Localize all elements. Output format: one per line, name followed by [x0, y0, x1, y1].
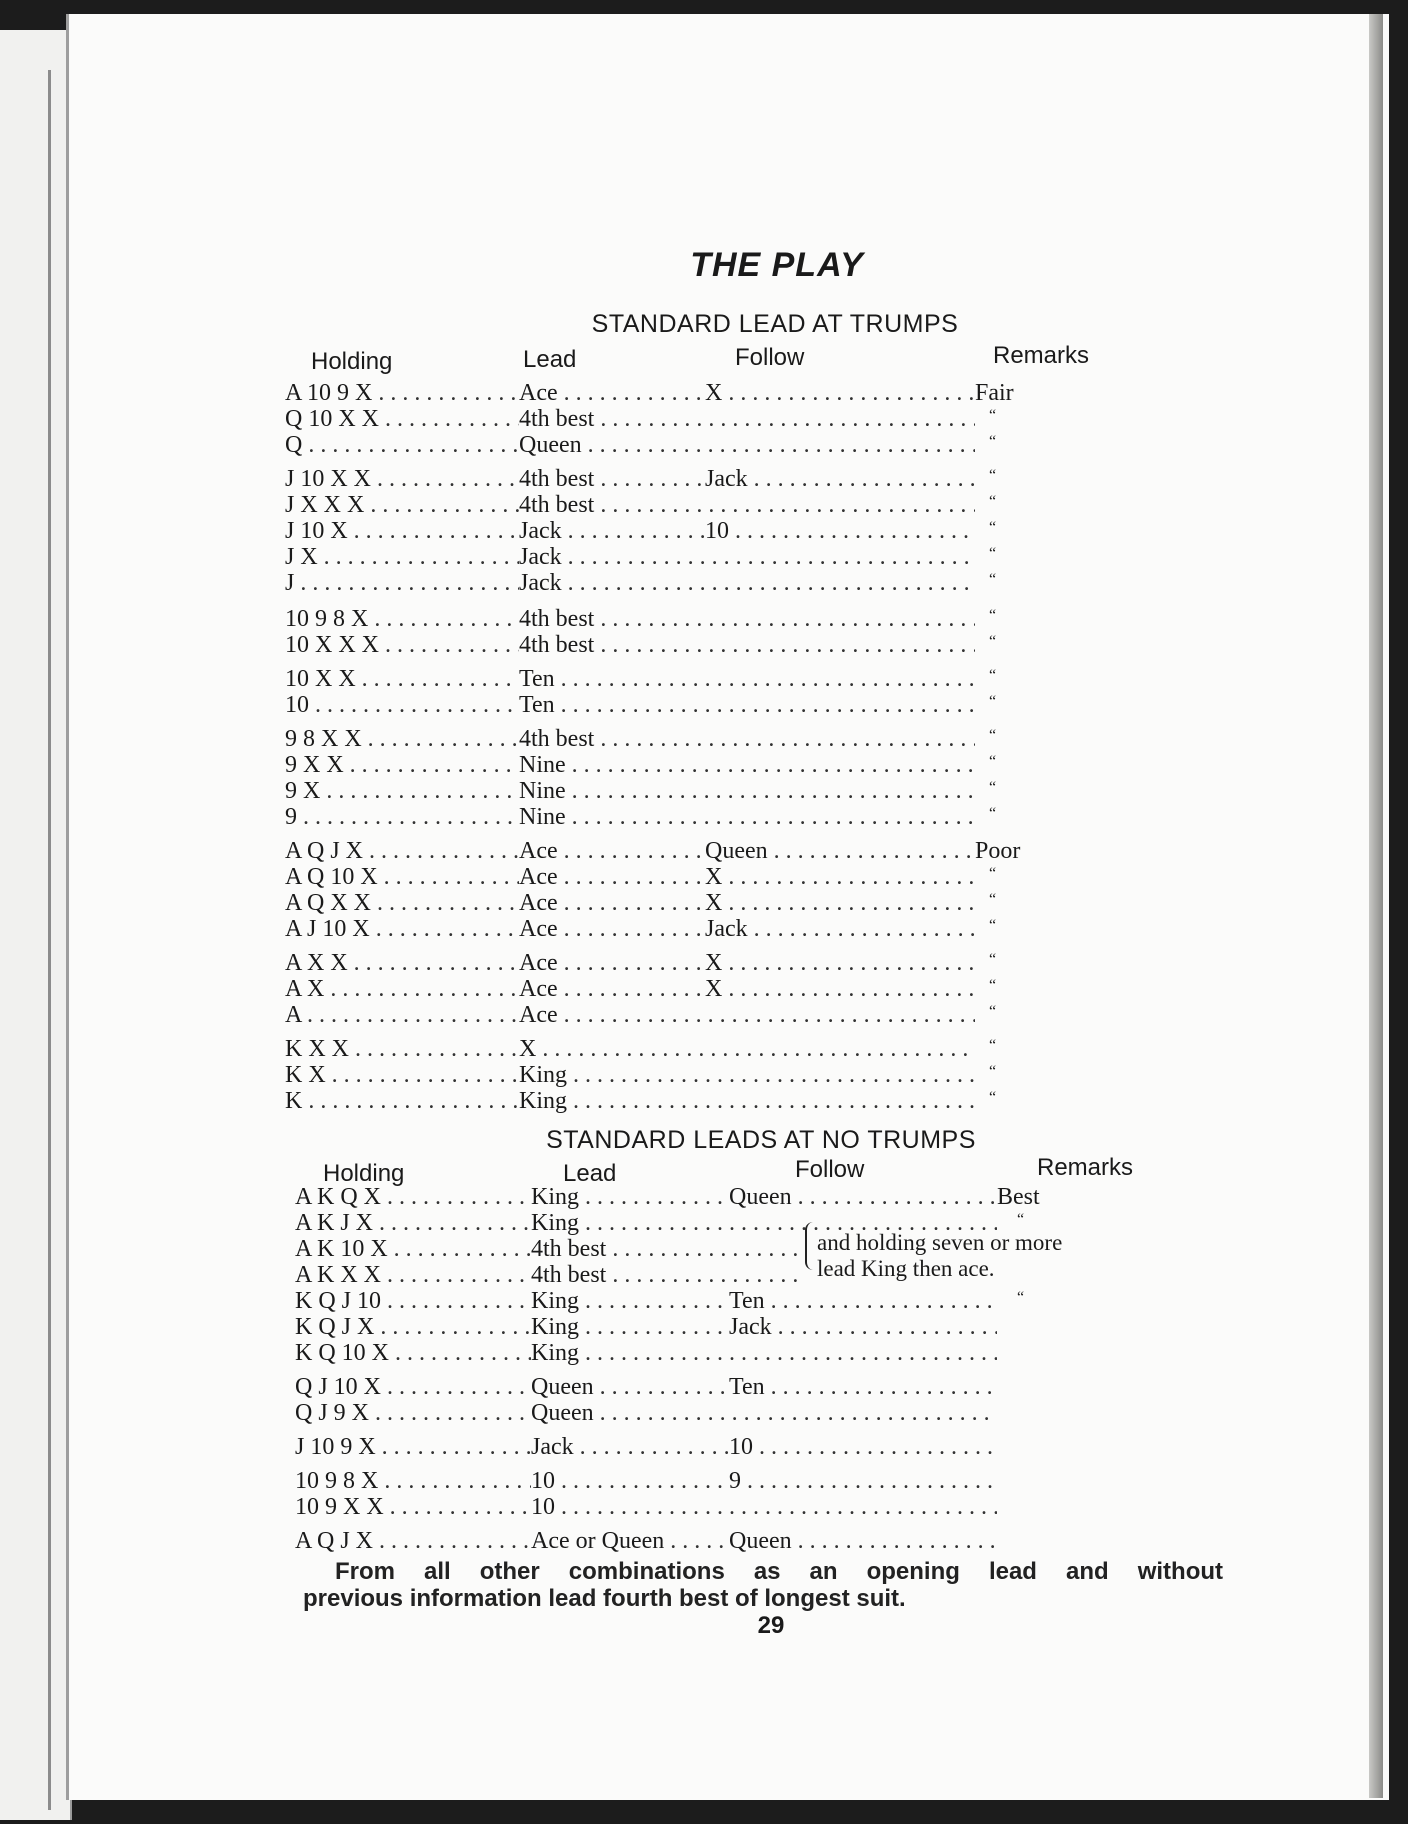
trumps-holding-cell: 10 X X . . .	[285, 666, 519, 692]
trumps-holding-cell: J . . .	[285, 570, 519, 596]
trumps-holding-cell: 10 . . .	[285, 692, 519, 718]
trumps-lead-cell: Ace . . .	[519, 1002, 975, 1028]
notrumps-row	[295, 1340, 1225, 1366]
trumps-holding-cell: J X . . .	[285, 544, 519, 570]
notrumps-lead-cell: King . . .	[531, 1288, 729, 1314]
notrumps-follow-cell: Ten . . .	[729, 1374, 997, 1400]
notrumps-row	[295, 1236, 1225, 1262]
left-page-fold	[48, 70, 51, 1810]
trumps-lead-cell: Ace . . .	[519, 916, 705, 942]
trumps-follow-cell: X . . .	[705, 890, 975, 916]
book-page	[66, 14, 1389, 1800]
page-content	[69, 14, 1389, 1800]
trumps-row	[285, 1088, 1215, 1114]
notrumps-row	[295, 1184, 1225, 1210]
trumps-holding-cell: A 10 9 X . . .	[285, 380, 519, 406]
notrumps-lead-cell: Queen . . .	[531, 1400, 997, 1426]
notrumps-remark-cell: “	[1017, 1289, 1025, 1306]
trumps-lead-cell: Nine . . .	[519, 778, 975, 804]
trumps-follow-cell: Jack . . .	[705, 916, 975, 942]
trumps-remark-cell: “	[989, 779, 997, 796]
trumps-lead-cell: Ace . . .	[519, 864, 705, 890]
trumps-holding-cell: J 10 X . . .	[285, 518, 519, 544]
trumps-remark-cell: “	[989, 1037, 997, 1054]
trumps-remark-cell: “	[989, 1003, 997, 1020]
trumps-remark-cell: “	[989, 805, 997, 822]
left-page-edge	[0, 30, 72, 1820]
trumps-row	[285, 804, 1215, 830]
notrumps-lead-cell: Jack . . .	[531, 1434, 729, 1460]
notrumps-holding-cell: 10 9 X X . . .	[295, 1494, 531, 1520]
note-brace	[805, 1222, 817, 1270]
trumps-remark-cell: “	[989, 545, 997, 562]
trumps-holding-cell: A J 10 X . . .	[285, 916, 519, 942]
notrumps-lead-cell: King . . .	[531, 1340, 997, 1366]
footer-line-2: previous information lead fourth best of longest suit.	[303, 1585, 906, 1612]
trumps-lead-cell: 4th best . . .	[519, 406, 975, 432]
trumps-lead-cell: Ace . . .	[519, 950, 705, 976]
notrumps-holding-cell: A K J X . . .	[295, 1210, 531, 1236]
trumps-header-lead: Lead	[523, 346, 577, 373]
notrumps-holding-cell: A K Q X . . .	[295, 1184, 531, 1210]
notrumps-row	[295, 1210, 1225, 1236]
notrumps-header-remarks: Remarks	[1037, 1154, 1134, 1181]
trumps-lead-cell: Ten . . .	[519, 692, 975, 718]
trumps-holding-cell: Q . . .	[285, 432, 519, 458]
trumps-lead-cell: X . . .	[519, 1036, 975, 1062]
trumps-row	[285, 1002, 1215, 1028]
trumps-row	[285, 838, 1215, 864]
notrumps-follow-cell: Queen . . .	[729, 1528, 997, 1554]
trumps-holding-cell: A Q 10 X . . .	[285, 864, 519, 890]
notrumps-holding-cell: K Q J 10 . . .	[295, 1288, 531, 1314]
trumps-lead-cell: King . . .	[519, 1062, 975, 1088]
trumps-row	[285, 544, 1215, 570]
trumps-lead-cell: Ace . . .	[519, 976, 705, 1002]
trumps-lead-cell: 4th best . . .	[519, 606, 975, 632]
trumps-remark-cell: “	[989, 917, 997, 934]
trumps-follow-cell: Queen . . .	[705, 838, 975, 864]
trumps-holding-cell: 10 9 8 X . . .	[285, 606, 519, 632]
footer-paragraph	[303, 1558, 1223, 1612]
trumps-remark-cell: “	[989, 891, 997, 908]
trumps-holding-cell: 9 8 X X . . .	[285, 726, 519, 752]
trumps-lead-cell: Jack . . .	[519, 518, 705, 544]
notrumps-row	[295, 1468, 1225, 1494]
trumps-row	[285, 666, 1215, 692]
trumps-row	[285, 406, 1215, 432]
trumps-row	[285, 890, 1215, 916]
trumps-row	[285, 778, 1215, 804]
trumps-remark-cell: “	[989, 433, 997, 450]
trumps-holding-cell: 9 X . . .	[285, 778, 519, 804]
trumps-row	[285, 492, 1215, 518]
trumps-heading: STANDARD LEAD AT TRUMPS	[591, 310, 959, 338]
trumps-holding-cell: A Q X X . . .	[285, 890, 519, 916]
trumps-follow-cell: 10 . . .	[705, 518, 975, 544]
trumps-row	[285, 752, 1215, 778]
trumps-row	[285, 976, 1215, 1002]
trumps-remark-cell: “	[989, 1089, 997, 1106]
trumps-lead-cell: Ace . . .	[519, 838, 705, 864]
trumps-lead-cell: Nine . . .	[519, 804, 975, 830]
trumps-holding-cell: A X X . . .	[285, 950, 519, 976]
trumps-row	[285, 518, 1215, 544]
notrumps-holding-cell: K Q 10 X . . .	[295, 1340, 531, 1366]
note-line-2: lead King then ace.	[817, 1256, 995, 1281]
trumps-follow-cell: Jack . . .	[705, 466, 975, 492]
trumps-holding-cell: K X . . .	[285, 1062, 519, 1088]
notrumps-holding-cell: K Q J X . . .	[295, 1314, 531, 1340]
trumps-remark-cell: Fair	[975, 380, 1014, 406]
notrumps-remark-cell: Best	[997, 1184, 1040, 1210]
trumps-remark-cell: “	[989, 607, 997, 624]
trumps-holding-cell: 9 X X . . .	[285, 752, 519, 778]
trumps-remark-cell: “	[989, 467, 997, 484]
trumps-lead-cell: Jack . . .	[519, 544, 975, 570]
notrumps-holding-cell: J 10 9 X . . .	[295, 1434, 531, 1460]
notrumps-follow-cell: Jack . . .	[729, 1314, 997, 1340]
notrumps-lead-cell: Ace or Queen . . .	[531, 1528, 729, 1554]
notrumps-follow-cell: 9 . . .	[729, 1468, 997, 1494]
trumps-holding-cell: A X . . .	[285, 976, 519, 1002]
trumps-remark-cell: “	[989, 633, 997, 650]
notrumps-header-lead: Lead	[563, 1160, 617, 1187]
trumps-remark-cell: “	[989, 727, 997, 744]
trumps-holding-cell: Q 10 X X . . .	[285, 406, 519, 432]
trumps-remark-cell: “	[989, 407, 997, 424]
trumps-lead-cell: King . . .	[519, 1088, 975, 1114]
notrumps-row	[295, 1400, 1225, 1426]
page-number: 29	[757, 1612, 785, 1639]
trumps-remark-cell: Poor	[975, 838, 1021, 864]
notrumps-lead-cell: 4th best . . .	[531, 1236, 805, 1262]
notrumps-follow-cell: Ten . . .	[729, 1288, 997, 1314]
trumps-remark-cell: “	[989, 571, 997, 588]
notrumps-row	[295, 1434, 1225, 1460]
trumps-follow-cell: X . . .	[705, 380, 975, 406]
trumps-remark-cell: “	[989, 493, 997, 510]
trumps-remark-cell: “	[989, 1063, 997, 1080]
trumps-holding-cell: 10 X X X . . .	[285, 632, 519, 658]
trumps-header-holding: Holding	[311, 348, 393, 375]
trumps-header-follow: Follow	[735, 344, 805, 371]
notrumps-follow-cell: 10 . . .	[729, 1434, 997, 1460]
trumps-row	[285, 726, 1215, 752]
notrumps-header-follow: Follow	[795, 1156, 865, 1183]
trumps-holding-cell: 9 . . .	[285, 804, 519, 830]
trumps-lead-cell: Nine . . .	[519, 752, 975, 778]
trumps-row	[285, 466, 1215, 492]
trumps-lead-cell: Ace . . .	[519, 380, 705, 406]
trumps-row	[285, 632, 1215, 658]
notrumps-lead-cell: 10 . . .	[531, 1494, 997, 1520]
trumps-row	[285, 692, 1215, 718]
trumps-row	[285, 1036, 1215, 1062]
trumps-row	[285, 432, 1215, 458]
trumps-row	[285, 950, 1215, 976]
notrumps-row	[295, 1528, 1225, 1554]
trumps-row	[285, 570, 1215, 596]
notrumps-holding-cell: A Q J X . . .	[295, 1528, 531, 1554]
trumps-remark-cell: “	[989, 977, 997, 994]
notrumps-lead-cell: King . . .	[531, 1184, 729, 1210]
trumps-lead-cell: Jack . . .	[519, 570, 975, 596]
notrumps-row	[295, 1374, 1225, 1400]
trumps-follow-cell: X . . .	[705, 976, 975, 1002]
trumps-holding-cell: J 10 X X . . .	[285, 466, 519, 492]
trumps-holding-cell: K X X . . .	[285, 1036, 519, 1062]
trumps-row	[285, 606, 1215, 632]
notrumps-lead-cell: Queen . . .	[531, 1374, 729, 1400]
notrumps-heading: STANDARD LEADS AT NO TRUMPS	[546, 1126, 976, 1154]
trumps-holding-cell: A Q J X . . .	[285, 838, 519, 864]
trumps-remark-cell: “	[989, 667, 997, 684]
trumps-lead-cell: 4th best . . .	[519, 632, 975, 658]
trumps-row	[285, 1062, 1215, 1088]
trumps-remark-cell: “	[989, 693, 997, 710]
notrumps-row	[295, 1288, 1225, 1314]
footer-line-1: From all other combinations as an opening lead and without	[335, 1558, 1223, 1585]
notrumps-row	[295, 1314, 1225, 1340]
trumps-remark-cell: “	[989, 865, 997, 882]
notrumps-row	[295, 1262, 1225, 1288]
notrumps-lead-cell: King . . .	[531, 1314, 729, 1340]
trumps-holding-cell: J X X X . . .	[285, 492, 519, 518]
notrumps-holding-cell: A K X X . . .	[295, 1262, 531, 1288]
trumps-lead-cell: 4th best . . .	[519, 466, 705, 492]
notrumps-holding-cell: Q J 10 X . . .	[295, 1374, 531, 1400]
trumps-row	[285, 380, 1215, 406]
notrumps-row	[295, 1494, 1225, 1520]
trumps-holding-cell: K . . .	[285, 1088, 519, 1114]
trumps-lead-cell: Queen . . .	[519, 432, 975, 458]
note-line-1: and holding seven or more	[817, 1230, 1063, 1255]
trumps-remark-cell: “	[989, 951, 997, 968]
trumps-lead-cell: Ace . . .	[519, 890, 705, 916]
trumps-row	[285, 916, 1215, 942]
trumps-lead-cell: 4th best . . .	[519, 492, 975, 518]
trumps-follow-cell: X . . .	[705, 864, 975, 890]
notrumps-lead-cell: 4th best . . .	[531, 1262, 805, 1288]
notrumps-header-holding: Holding	[323, 1160, 405, 1187]
trumps-lead-cell: Ten . . .	[519, 666, 975, 692]
trumps-header-remarks: Remarks	[993, 342, 1090, 369]
notrumps-lead-cell: King . . .	[531, 1210, 997, 1236]
trumps-follow-cell: X . . .	[705, 950, 975, 976]
page-title: THE PLAY	[690, 246, 864, 284]
notrumps-holding-cell: A K 10 X . . .	[295, 1236, 531, 1262]
notrumps-holding-cell: 10 9 8 X . . .	[295, 1468, 531, 1494]
trumps-remark-cell: “	[989, 519, 997, 536]
notrumps-holding-cell: Q J 9 X . . .	[295, 1400, 531, 1426]
trumps-row	[285, 864, 1215, 890]
notrumps-lead-cell: 10 . . .	[531, 1468, 729, 1494]
notrumps-remark-cell: “	[1017, 1211, 1025, 1228]
trumps-lead-cell: 4th best . . .	[519, 726, 975, 752]
trumps-holding-cell: A . . .	[285, 1002, 519, 1028]
notrumps-follow-cell: Queen . . .	[729, 1184, 997, 1210]
trumps-remark-cell: “	[989, 753, 997, 770]
